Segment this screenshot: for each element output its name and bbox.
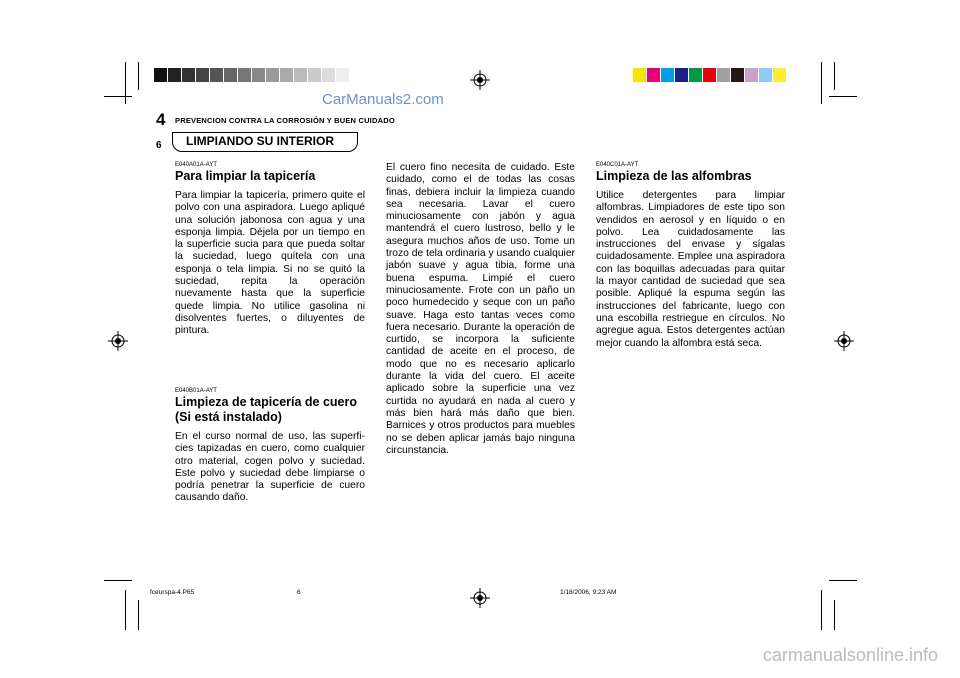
gray-swatch: [224, 68, 237, 82]
section-body: Utilice detergentes para limpiar alfombras. Limpiadores de este tipo son vendidos en aerosol y en líquido o en polvo. Lea cuidadosamente las instrucciones del envase y sígalas cuidadosamente. Emplee una aspiradora con las boquillas adecuadas para quitar la mayor cantidad de suciedad que sea posible. Apliqué la espuma según las instrucciones del fabricante, luego con una escobilla restriegue en círculos. No agregue agua. Estos detergentes actúan mejor cuando la alfombra está seca.: [596, 190, 785, 349]
color-swatch: [731, 68, 744, 82]
footer-file: fceurspa-4.P65: [150, 589, 195, 596]
gray-swatch: [336, 68, 349, 82]
footer-page: 6: [297, 589, 301, 596]
color-swatch: [745, 68, 758, 82]
footer-date: 1/18/2006, 9:23 AM: [560, 589, 617, 596]
section-code: E040A01A-AYT: [175, 162, 217, 168]
color-calibration-bar: [633, 68, 787, 82]
gray-swatch: [182, 68, 195, 82]
color-swatch: [647, 68, 660, 82]
grayscale-calibration-bar: [154, 68, 350, 82]
column-3: [596, 162, 785, 350]
color-swatch: [773, 68, 786, 82]
gray-swatch: [154, 68, 167, 82]
registration-mark-icon: [108, 331, 128, 351]
watermark-text: CarManuals2.com: [322, 91, 444, 108]
gray-swatch: [252, 68, 265, 82]
registration-mark-icon: [470, 588, 490, 608]
gray-swatch: [294, 68, 307, 82]
section-heading: Limpieza de tapicería de cuero (Si está instalado): [175, 395, 358, 424]
column-1: [175, 162, 365, 338]
column-2: [386, 162, 575, 457]
registration-mark-icon: [470, 70, 490, 90]
column-1-section-2: [175, 388, 365, 505]
section-code: E040C01A-AYT: [596, 162, 639, 168]
section-body: Para limpiar la tapicería, primero quite el polvo con una aspiradora. Luego apliqué una solución jabonosa con agua y una esponja limpia. Déjela por un tiempo en la superficie sucia para que pueda soltar la suciedad, luego quítela con una esponja o tela limpia. Si no se quitó la suciedad, repita la operación nuevamente hasta que la superficie quede limpia. No utilice gasolina ni disolventes fuertes, o diluyentes de pintura.: [175, 190, 365, 337]
site-watermark: carmanualsonline.info: [762, 645, 938, 665]
gray-swatch: [322, 68, 335, 82]
gray-swatch: [210, 68, 223, 82]
color-swatch: [661, 68, 674, 82]
color-swatch: [689, 68, 702, 82]
color-swatch: [759, 68, 772, 82]
chapter-title: PREVENCION CONTRA LA CORROSIÓN Y BUEN CUIDADO: [175, 116, 395, 125]
section-code: E040B01A-AYT: [175, 388, 217, 394]
page-number: 6: [156, 140, 162, 151]
registration-mark-icon: [834, 331, 854, 351]
gray-swatch: [266, 68, 279, 82]
color-swatch: [675, 68, 688, 82]
chapter-number: 4: [156, 110, 166, 129]
gray-swatch: [280, 68, 293, 82]
color-swatch: [633, 68, 646, 82]
gray-swatch: [238, 68, 251, 82]
section-tab-label: LIMPIANDO SU INTERIOR: [186, 134, 335, 148]
gray-swatch: [168, 68, 181, 82]
color-swatch: [717, 68, 730, 82]
gray-swatch: [308, 68, 321, 82]
section-heading: Para limpiar la tapicería: [175, 169, 316, 183]
section-body: En el curso normal de uso, las superfi-cies tapizadas en cuero, como cualquier otro material, cogen polvo y suciedad. Este polvo y suciedad debe limpiarse o podría penetrar la superficie de cuero causando daño.: [175, 431, 365, 504]
section-body: El cuero fino necesita de cuidado. Este cuidado, como el de todas las cosas finas, debiera incluir la limpieza cuando sea necesaria. Lavar el cuero minuciosamente con jabón y agua mantendrá el cuero lustroso, bello y le asegura muchos años de uso. Tome un trozo de tela ordinaria y usando cualquier jabón suave y agua tibia, forme una buena espuma. Limpié el cuero minuciosamente. Frote con un paño un poco humedecido y seque con un paño suave. Haga esto tantas veces como fuera necesario. Durante la operación de curtido, se incorpora la suficiente cantidad de aceite en el proceso, de modo que no es necesario aplicarlo durante la vida del cuero. El aceite aplicado sobre la superficie una vez curtida no ayudará en nada al cuero y más bien hará más daño que bien. Barnices y otros productos para muebles no se deben aplicar jamás bajo ninguna circunstancia.: [386, 162, 575, 456]
gray-swatch: [196, 68, 209, 82]
section-heading: Limpieza de las alfombras: [596, 169, 752, 183]
color-swatch: [703, 68, 716, 82]
